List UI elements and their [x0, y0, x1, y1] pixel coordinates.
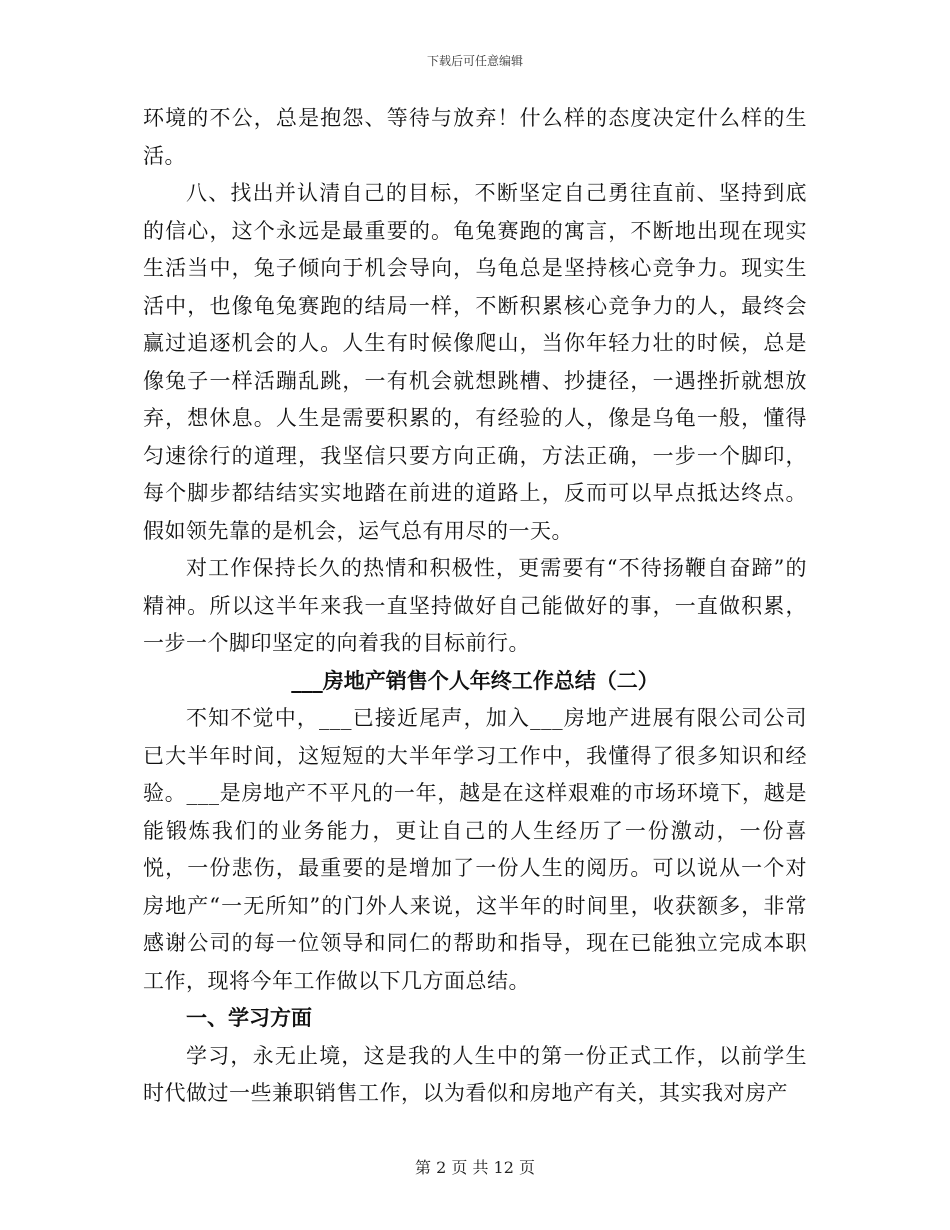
page-header: 下载后可任意编辑	[426, 54, 523, 68]
paragraph-study: 学习，永无止境，这是我的人生中的第一份正式工作，以前学生时代做过一些兼职销售工作，以为看似和房地产有关，其实我对房产	[143, 1043, 807, 1105]
section-title: ___房地产销售个人年终工作总结（二）	[291, 668, 659, 693]
paragraph-enthusiasm: 对工作保持长久的热情和积极性，更需要有“不待扬鞭自奋蹄”的精神。所以这半年来我一直坚持做好自己能做好的事，一直做积累，一步一个脚印坚定的向着我的目标前行。	[143, 556, 807, 655]
document-body	[143, 100, 807, 1113]
subsection-title: 一、学习方面	[186, 1006, 312, 1030]
paragraph-continuation: 环境的不公，总是抱怨、等待与放弃！什么样的态度决定什么样的生活。	[143, 106, 807, 168]
paragraph-intro: 不知不觉中，___已接近尾声，加入___房地产进展有限公司公司已大半年时间，这短短的大半年学习工作中，我懂得了很多知识和经验。___是房地产不平凡的一年，越是在这样艰难的市场环境下，越是能锻炼我们的业务能力，更让自己的人生经历了一份激动，一份喜悦，一份悲伤，最重要的是增加了一份人生的阅历。可以说从一个对房地产“一无所知”的门外人来说，这半年的时间里，收获额多，非常感谢公司的每一位领导和同仁的帮助和指导，现在已能独立完成本职工作，现将今年工作做以下几方面总结。	[143, 706, 807, 993]
page-number: 第 2 页 共 12 页	[415, 1158, 535, 1177]
paragraph-goal: 八、找出并认清自己的目标，不断坚定自己勇往直前、坚持到底的信心，这个永远是最重要的。龟兔赛跑的寓言，不断地出现在现实生活当中，兔子倾向于机会导向，乌龟总是坚持核心竞争力。现实生活中，也像龟兔赛跑的结局一样，不断积累核心竞争力的人，最终会赢过追逐机会的人。人生有时候像爬山，当你年轻力壮的时候，总是像兔子一样活蹦乱跳，一有机会就想跳槽、抄捷径，一遇挫折就想放弃，想休息。人生是需要积累的，有经验的人，像是乌龟一般，懂得匀速徐行的道理，我坚信只要方向正确，方法正确，一步一个脚印，每个脚步都结结实实地踏在前进的道路上，反而可以早点抵达终点。假如领先靠的是机会，运气总有用尽的一天。	[143, 181, 807, 543]
